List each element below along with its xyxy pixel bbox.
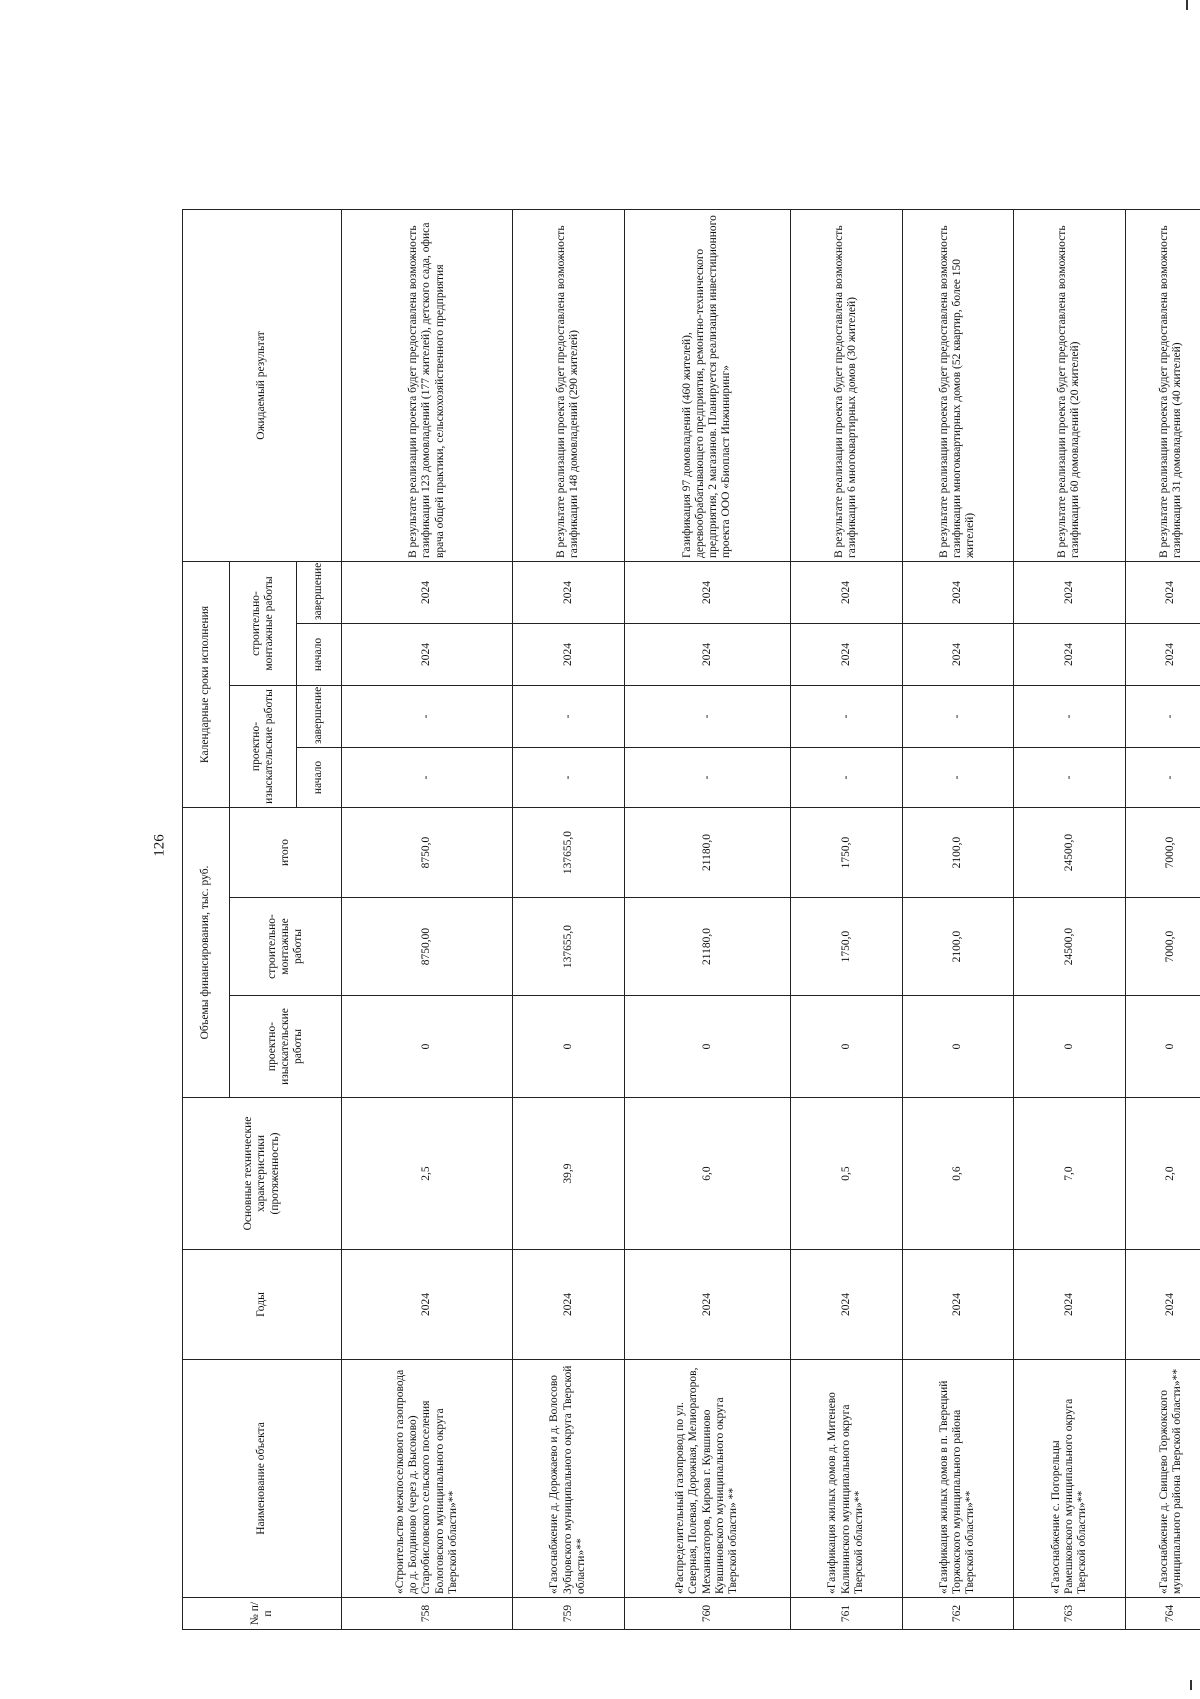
row-fin-total: 21180,0	[624, 808, 790, 898]
row-tech: 2,5	[342, 1098, 513, 1250]
row-design-start: -	[624, 748, 790, 808]
row-design-start: -	[342, 748, 513, 808]
header-sched-construction: строительно-монтажные работы	[230, 562, 297, 686]
row-fin-construction: 2100,0	[902, 898, 1014, 996]
header-sched-design: проектно-изыскательские работы	[230, 686, 297, 808]
header-design-end: завершение	[297, 686, 342, 748]
row-construction-start: 2024	[1125, 624, 1200, 686]
row-result: В результате реализации проекта будет предоставлена возможность газификации 6 многоквартирных домов (30 жителей)	[790, 210, 902, 562]
row-design-end: -	[790, 686, 902, 748]
row-design-start: -	[1125, 748, 1200, 808]
row-fin-construction: 137655,0	[512, 898, 624, 996]
row-fin-total: 2100,0	[902, 808, 1014, 898]
row-fin-design: 0	[790, 996, 902, 1098]
row-fin-design: 0	[1125, 996, 1200, 1098]
row-fin-design: 0	[342, 996, 513, 1098]
row-year: 2024	[342, 1250, 513, 1360]
row-construction-end: 2024	[512, 562, 624, 624]
row-year: 2024	[1014, 1250, 1126, 1360]
row-construction-end: 2024	[902, 562, 1014, 624]
row-num: 763	[1014, 1598, 1126, 1630]
row-design-end: -	[512, 686, 624, 748]
row-fin-construction: 1750,0	[790, 898, 902, 996]
row-design-start: -	[512, 748, 624, 808]
table-row	[342, 210, 513, 1630]
row-object-name: «Газификация жилых домов д. Митенево Калининского муниципального округа Тверской области»**	[790, 1360, 902, 1598]
table-row	[790, 210, 902, 1630]
row-fin-total: 137655,0	[512, 808, 624, 898]
row-tech: 39,9	[512, 1098, 624, 1250]
row-year: 2024	[1125, 1250, 1200, 1360]
row-design-start: -	[902, 748, 1014, 808]
row-num: 762	[902, 1598, 1014, 1630]
row-design-end: -	[624, 686, 790, 748]
row-fin-total: 24500,0	[1014, 808, 1126, 898]
header-fin-construction: строительно-монтажные работы	[230, 898, 342, 996]
row-construction-start: 2024	[342, 624, 513, 686]
row-construction-start: 2024	[790, 624, 902, 686]
row-construction-start: 2024	[1014, 624, 1126, 686]
row-num: 764	[1125, 1598, 1200, 1630]
row-fin-design: 0	[512, 996, 624, 1098]
row-design-end: -	[1014, 686, 1126, 748]
row-design-end: -	[902, 686, 1014, 748]
scan-mark	[1190, 1680, 1192, 1690]
header-fin-design: проектно-изыскательские работы	[230, 996, 342, 1098]
row-object-name: «Газоснабжение д. Дорожаево и д. Волосово Зубцовского муниципального округа Тверской области»**	[512, 1360, 624, 1598]
row-fin-construction: 8750,00	[342, 898, 513, 996]
row-construction-start: 2024	[902, 624, 1014, 686]
row-fin-design: 0	[624, 996, 790, 1098]
header-tech: Основные технические характеристики (протяженность)	[183, 1098, 342, 1250]
gasification-objects-table	[182, 209, 1200, 1630]
header-construction-start: начало	[297, 624, 342, 686]
header-result: Ожидаемый результат	[183, 210, 342, 562]
row-construction-start: 2024	[624, 624, 790, 686]
row-year: 2024	[512, 1250, 624, 1360]
row-construction-end: 2024	[1014, 562, 1126, 624]
header-construction-end: завершение	[297, 562, 342, 624]
row-object-name: «Газоснабжение с. Погорельцы Рамешковского муниципального округа Тверской области»**	[1014, 1360, 1126, 1598]
row-tech: 0,6	[902, 1098, 1014, 1250]
row-design-end: -	[1125, 686, 1200, 748]
table-row	[624, 210, 790, 1630]
row-num: 759	[512, 1598, 624, 1630]
row-tech: 0,5	[790, 1098, 902, 1250]
header-financing: Объемы финансирования, тыс. руб.	[183, 808, 230, 1098]
page-number: 126	[151, 834, 168, 857]
header-schedule: Календарные сроки исполнения	[183, 562, 230, 808]
row-year: 2024	[902, 1250, 1014, 1360]
header-num: № п/п	[183, 1598, 342, 1630]
row-design-start: -	[790, 748, 902, 808]
row-object-name: «Распределительный газопровод по ул. Северная, Полевая, Дорожная, Мелиораторов, Механизаторов, Кирова г. Кувшиново Кувшиновского муниципального округа Тверской области» **	[624, 1360, 790, 1598]
header-design-start: начало	[297, 748, 342, 808]
row-fin-total: 7000,0	[1125, 808, 1200, 898]
row-fin-design: 0	[1014, 996, 1126, 1098]
row-object-name: «Газоснабжение д. Свищево Торжокского муниципального района Тверской области»**	[1125, 1360, 1200, 1598]
header-years: Годы	[183, 1250, 342, 1360]
row-construction-end: 2024	[624, 562, 790, 624]
table-row	[1014, 210, 1126, 1630]
row-construction-end: 2024	[1125, 562, 1200, 624]
row-fin-construction: 24500,0	[1014, 898, 1126, 996]
row-num: 758	[342, 1598, 513, 1630]
header-object-name: Наименование объекта	[183, 1360, 342, 1598]
row-tech: 2,0	[1125, 1098, 1200, 1250]
row-construction-end: 2024	[790, 562, 902, 624]
row-object-name: «Газификация жилых домов в п. Тверецкий Торжокского муниципального района Тверской области»**	[902, 1360, 1014, 1598]
row-fin-construction: 7000,0	[1125, 898, 1200, 996]
scan-mark	[1186, 0, 1188, 10]
row-year: 2024	[624, 1250, 790, 1360]
row-result: В результате реализации проекта будет предоставлена возможность газификации многоквартирных домов (52 квартир, более 150 жителей)	[902, 210, 1014, 562]
row-construction-start: 2024	[512, 624, 624, 686]
row-tech: 7,0	[1014, 1098, 1126, 1250]
header-fin-total: итого	[230, 808, 342, 898]
row-result: В результате реализации проекта будет предоставлена возможность газификации 123 домовладений (177 жителей), детского сада, офиса врача общей практики, сельскохозяйственного предприятия	[342, 210, 513, 562]
row-result: В результате реализации проекта будет предоставлена возможность газификации 148 домовладений (290 жителей)	[512, 210, 624, 562]
row-year: 2024	[790, 1250, 902, 1360]
table-row	[1125, 210, 1200, 1630]
row-design-end: -	[342, 686, 513, 748]
row-design-start: -	[1014, 748, 1126, 808]
row-fin-construction: 21180,0	[624, 898, 790, 996]
row-tech: 6,0	[624, 1098, 790, 1250]
table-row	[902, 210, 1014, 1630]
row-fin-design: 0	[902, 996, 1014, 1098]
row-construction-end: 2024	[342, 562, 513, 624]
row-result: В результате реализации проекта будет предоставлена возможность газификации 31 домовладения (40 жителей)	[1125, 210, 1200, 562]
table-row	[512, 210, 624, 1630]
row-num: 761	[790, 1598, 902, 1630]
row-object-name: «Строительство межпоселкового газопровода до д. Болдиново (через д. Высоково) Старобисловского сельского поселения Бологовского муниципального округа Тверской области»**	[342, 1360, 513, 1598]
row-result: Газификация 97 домовладений (460 жителей), деревообрабатывающего предприятия, ремонтно-технического предприятия, 2 магазинов. Планируется реализация инвестиционного проекта ООО «Биопласт Инжиниринг»	[624, 210, 790, 562]
row-fin-total: 1750,0	[790, 808, 902, 898]
rotated-table-container	[182, 210, 1200, 1630]
row-num: 760	[624, 1598, 790, 1630]
row-result: В результате реализации проекта будет предоставлена возможность газификации 60 домовладений (20 жителей)	[1014, 210, 1126, 562]
row-fin-total: 8750,0	[342, 808, 513, 898]
